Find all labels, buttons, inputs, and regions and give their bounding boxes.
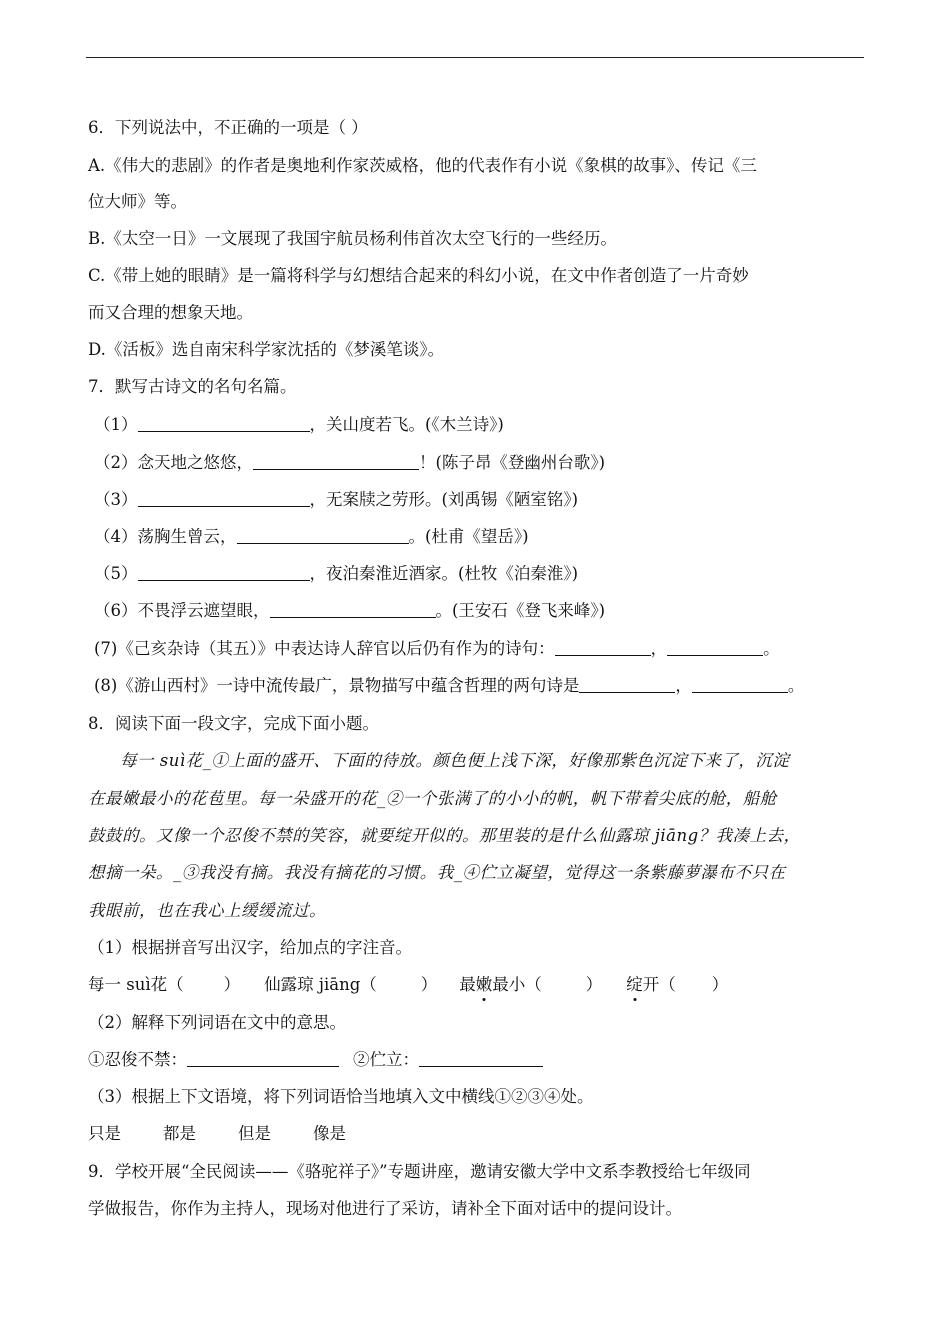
word-option: 都是	[163, 1124, 196, 1143]
q9-stem-cont: 学做报告，你作为主持人，现场对他进行了采访，请补全下面对话中的提问设计。	[88, 1199, 682, 1218]
emphasis-dot-char: 嫩	[475, 975, 493, 994]
q8-stem: 8．阅读下面一段文字，完成下面小题。	[88, 714, 379, 733]
q7-item-1: （1） ，关山度若飞。(《木兰诗》)	[94, 415, 504, 434]
q6-option-d: D.《活板》选自南宋科学家沈括的《梦溪笔谈》。	[88, 340, 445, 359]
answer-blank[interactable]	[667, 639, 763, 656]
emphasis-dot-char: 绽	[626, 975, 643, 994]
q8-passage-line: 想摘一朵。_③我没有摘。我没有摘花的习惯。我_④伫立凝望，觉得这一条紫藤萝瀑布不只在	[88, 863, 786, 882]
q8-passage-line: 鼓鼓的。又像一个忍俊不禁的笑容，就要绽开似的。那里装的是什么仙露琼 jiāng？我凑上去，	[88, 826, 801, 845]
word-option: 但是	[238, 1124, 271, 1143]
answer-blank[interactable]	[237, 527, 409, 544]
q7-item-2: （2）念天地之悠悠， ！(陈子昂《登幽州台歌》)	[94, 453, 606, 472]
answer-blank[interactable]	[253, 453, 419, 470]
word-option: 只是	[88, 1124, 121, 1143]
q8-passage-line: 我眼前，也在我心上缓缓流过。	[88, 901, 326, 920]
answer-blank[interactable]	[692, 676, 788, 693]
q7-item-4: （4）荡胸生曾云， 。(杜甫《望岳》)	[94, 527, 529, 546]
q8-sub1-stem: （1）根据拼音写出汉字，给加点的字注音。	[88, 938, 412, 957]
answer-blank[interactable]	[555, 639, 651, 656]
q9-stem: 9．学校开展“全民阅读——《骆驼祥子》”专题讲座，邀请安徽大学中文系李教授给七年级同	[88, 1162, 751, 1181]
q6-option-c: C.《带上她的眼睛》是一篇将科学与幻想结合起来的科幻小说，在文中作者创造了一片奇妙	[88, 266, 749, 285]
answer-blank[interactable]	[579, 676, 675, 693]
q7-item-5: （5） ，夜泊秦淮近酒家。(杜牧《泊秦淮》)	[94, 564, 579, 583]
q7-item-6: （6）不畏浮云遮望眼， 。(王安石《登飞来峰》)	[94, 601, 606, 620]
q8-sub2-items: ①忍俊不禁： ②伫立：	[88, 1049, 543, 1071]
q8-sub1-items: 每一 suì花（ ） 仙露琼 jiāng（ ） 最嫩最小（ ） 绽开（ ）	[88, 975, 729, 994]
q6-option-c-cont: 而又合理的想象天地。	[88, 303, 253, 322]
q8-word-bank	[88, 1123, 346, 1145]
q6-option-b: B.《太空一日》一文展现了我国宇航员杨利伟首次太空飞行的一些经历。	[88, 229, 617, 248]
q6-option-a: A.《伟大的悲剧》的作者是奥地利作家茨威格，他的代表作有小说《象棋的故事》、传记《三	[88, 156, 757, 175]
q8-sub3-stem: （3）根据上下文语境，将下列词语恰当地填入文中横线①②③④处。	[88, 1087, 594, 1106]
q6-option-a-cont: 位大师》等。	[88, 192, 187, 211]
q6-stem: 6．下列说法中，不正确的一项是（ ）	[88, 118, 368, 137]
word-option: 像是	[313, 1124, 346, 1143]
q7-stem: 7．默写古诗文的名句名篇。	[88, 377, 297, 396]
q7-item-8: (8)《游山西村》一诗中流传最广，景物描写中蕴含哲理的两句诗是 ， 。	[94, 676, 805, 695]
q8-sub2-stem: （2）解释下列词语在文中的意思。	[88, 1013, 346, 1032]
header-rule	[86, 57, 864, 58]
answer-blank[interactable]	[270, 601, 436, 618]
q7-item-7: (7)《己亥杂诗（其五）》中表达诗人辞官以后仍有作为的诗句： ， 。	[94, 639, 780, 658]
answer-blank[interactable]	[419, 1050, 543, 1067]
q8-passage-line: 在最嫩最小的花苞里。每一朵盛开的花_②一个张满了的小小的帆，帆下带着尖底的舱，船舱	[88, 789, 777, 808]
answer-blank[interactable]	[138, 490, 310, 507]
answer-blank[interactable]	[138, 415, 310, 432]
q7-item-3: （3） ，无案牍之劳形。(刘禹锡《陋室铭》)	[94, 490, 579, 509]
answer-blank[interactable]	[187, 1050, 339, 1067]
q8-passage-line: 每一 suì花_①上面的盛开、下面的待放。颜色便上浅下深，好像那紫色沉淀下来了，沉淀	[120, 751, 790, 770]
answer-blank[interactable]	[138, 564, 310, 581]
